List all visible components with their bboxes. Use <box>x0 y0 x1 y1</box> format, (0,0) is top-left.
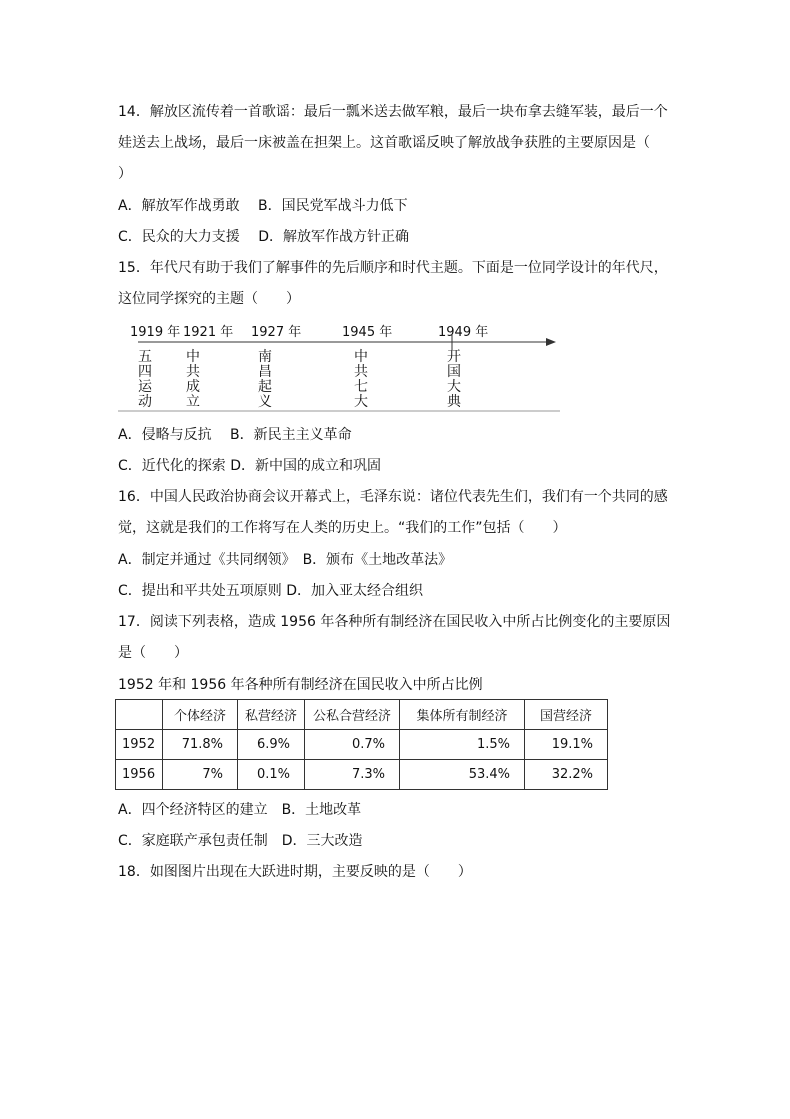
q15-stem-line2: 这位同学探究的主题（ ） <box>118 291 300 307</box>
timeline-event: 南昌起义 <box>258 349 272 410</box>
q16-stem-line2: 觉，这就是我们的工作将写在人类的历史上。“我们的工作”包括（ ） <box>118 520 567 536</box>
table-header-cell: 国营经济 <box>525 700 608 730</box>
table-cell: 7% <box>163 760 238 790</box>
timeline-event: 开国大典 <box>447 349 461 410</box>
timeline-year: 1945 年 <box>342 325 393 340</box>
table-header-cell: 私营经济 <box>238 700 305 730</box>
q14-stem-line2: 娃送去上战场，最后一床被盖在担架上。这首歌谣反映了解放战争获胜的主要原因是（ <box>118 135 650 151</box>
q18-stem-line1: 18．如图图片出现在大跃进时期，主要反映的是（ ） <box>118 864 472 880</box>
table-cell: 0.7% <box>305 730 400 760</box>
table-header-cell: 集体所有制经济 <box>400 700 525 730</box>
table-cell: 32.2% <box>525 760 608 790</box>
timeline-year: 1921 年 <box>183 325 234 340</box>
q15-stem-line1: 15．年代尺有助于我们了解事件的先后顺序和时代主题。下面是一位同学设计的年代尺， <box>118 260 668 276</box>
q17-options-cd: C．家庭联产承包责任制 D．三大改造 <box>118 833 363 849</box>
table-header-row <box>116 700 608 730</box>
timeline-year: 1949 年 <box>438 325 489 340</box>
timeline-event: 五四运动 <box>138 349 152 410</box>
table-header-cell: 公私合营经济 <box>305 700 400 730</box>
table-cell: 6.9% <box>238 730 305 760</box>
table-row <box>116 730 608 760</box>
q16-options-ab: A．制定并通过《共同纲领》 B．颁布《土地改革法》 <box>118 552 453 568</box>
q16-stem-line1: 16．中国人民政治协商会议开幕式上，毛泽东说：诸位代表先生们，我们有一个共同的感 <box>118 489 668 505</box>
table-header-cell <box>116 700 163 730</box>
q17-stem-line2: 是（ ） <box>118 645 188 661</box>
timeline-year: 1919 年 <box>130 325 181 340</box>
arrow-right-icon <box>546 338 556 346</box>
table-cell: 1956 <box>116 760 163 790</box>
table-cell: 1952 <box>116 730 163 760</box>
timeline-axis <box>0 0 790 420</box>
ownership-table <box>115 699 608 790</box>
q17-options-ab: A．四个经济特区的建立 B．土地改革 <box>118 802 362 818</box>
q14-options-ab: A．解放军作战勇敢 B．国民党军战斗力低下 <box>118 198 408 214</box>
table-cell: 0.1% <box>238 760 305 790</box>
table-cell: 1.5% <box>400 730 525 760</box>
q14-stem-line1: 14．解放区流传着一首歌谣：最后一瓢米送去做军粮，最后一块布拿去缝军装，最后一个 <box>118 104 668 120</box>
q14-stem-line3: ） <box>118 166 132 182</box>
q16-options-cd: C．提出和平共处五项原则 D．加入亚太经合组织 <box>118 583 424 599</box>
table-title: 1952 年和 1956 年各种所有制经济在国民收入中所占比例 <box>118 677 483 693</box>
timeline-event: 中共成立 <box>186 349 200 410</box>
table-cell: 19.1% <box>525 730 608 760</box>
q14-options-cd: C．民众的大力支援 D．解放军作战方针正确 <box>118 229 410 245</box>
table-header-cell: 个体经济 <box>163 700 238 730</box>
table-row <box>116 760 608 790</box>
table-cell: 7.3% <box>305 760 400 790</box>
q17-stem-line1: 17．阅读下列表格，造成 1956 年各种所有制经济在国民收入中所占比例变化的主要原因 <box>118 614 671 630</box>
table-cell: 53.4% <box>400 760 525 790</box>
q15-options-ab: A．侵略与反抗 B．新民主主义革命 <box>118 427 352 443</box>
timeline-event: 中共七大 <box>354 349 368 410</box>
q15-options-cd: C．近代化的探索 D．新中国的成立和巩固 <box>118 458 382 474</box>
timeline-year: 1927 年 <box>251 325 302 340</box>
table-cell: 71.8% <box>163 730 238 760</box>
